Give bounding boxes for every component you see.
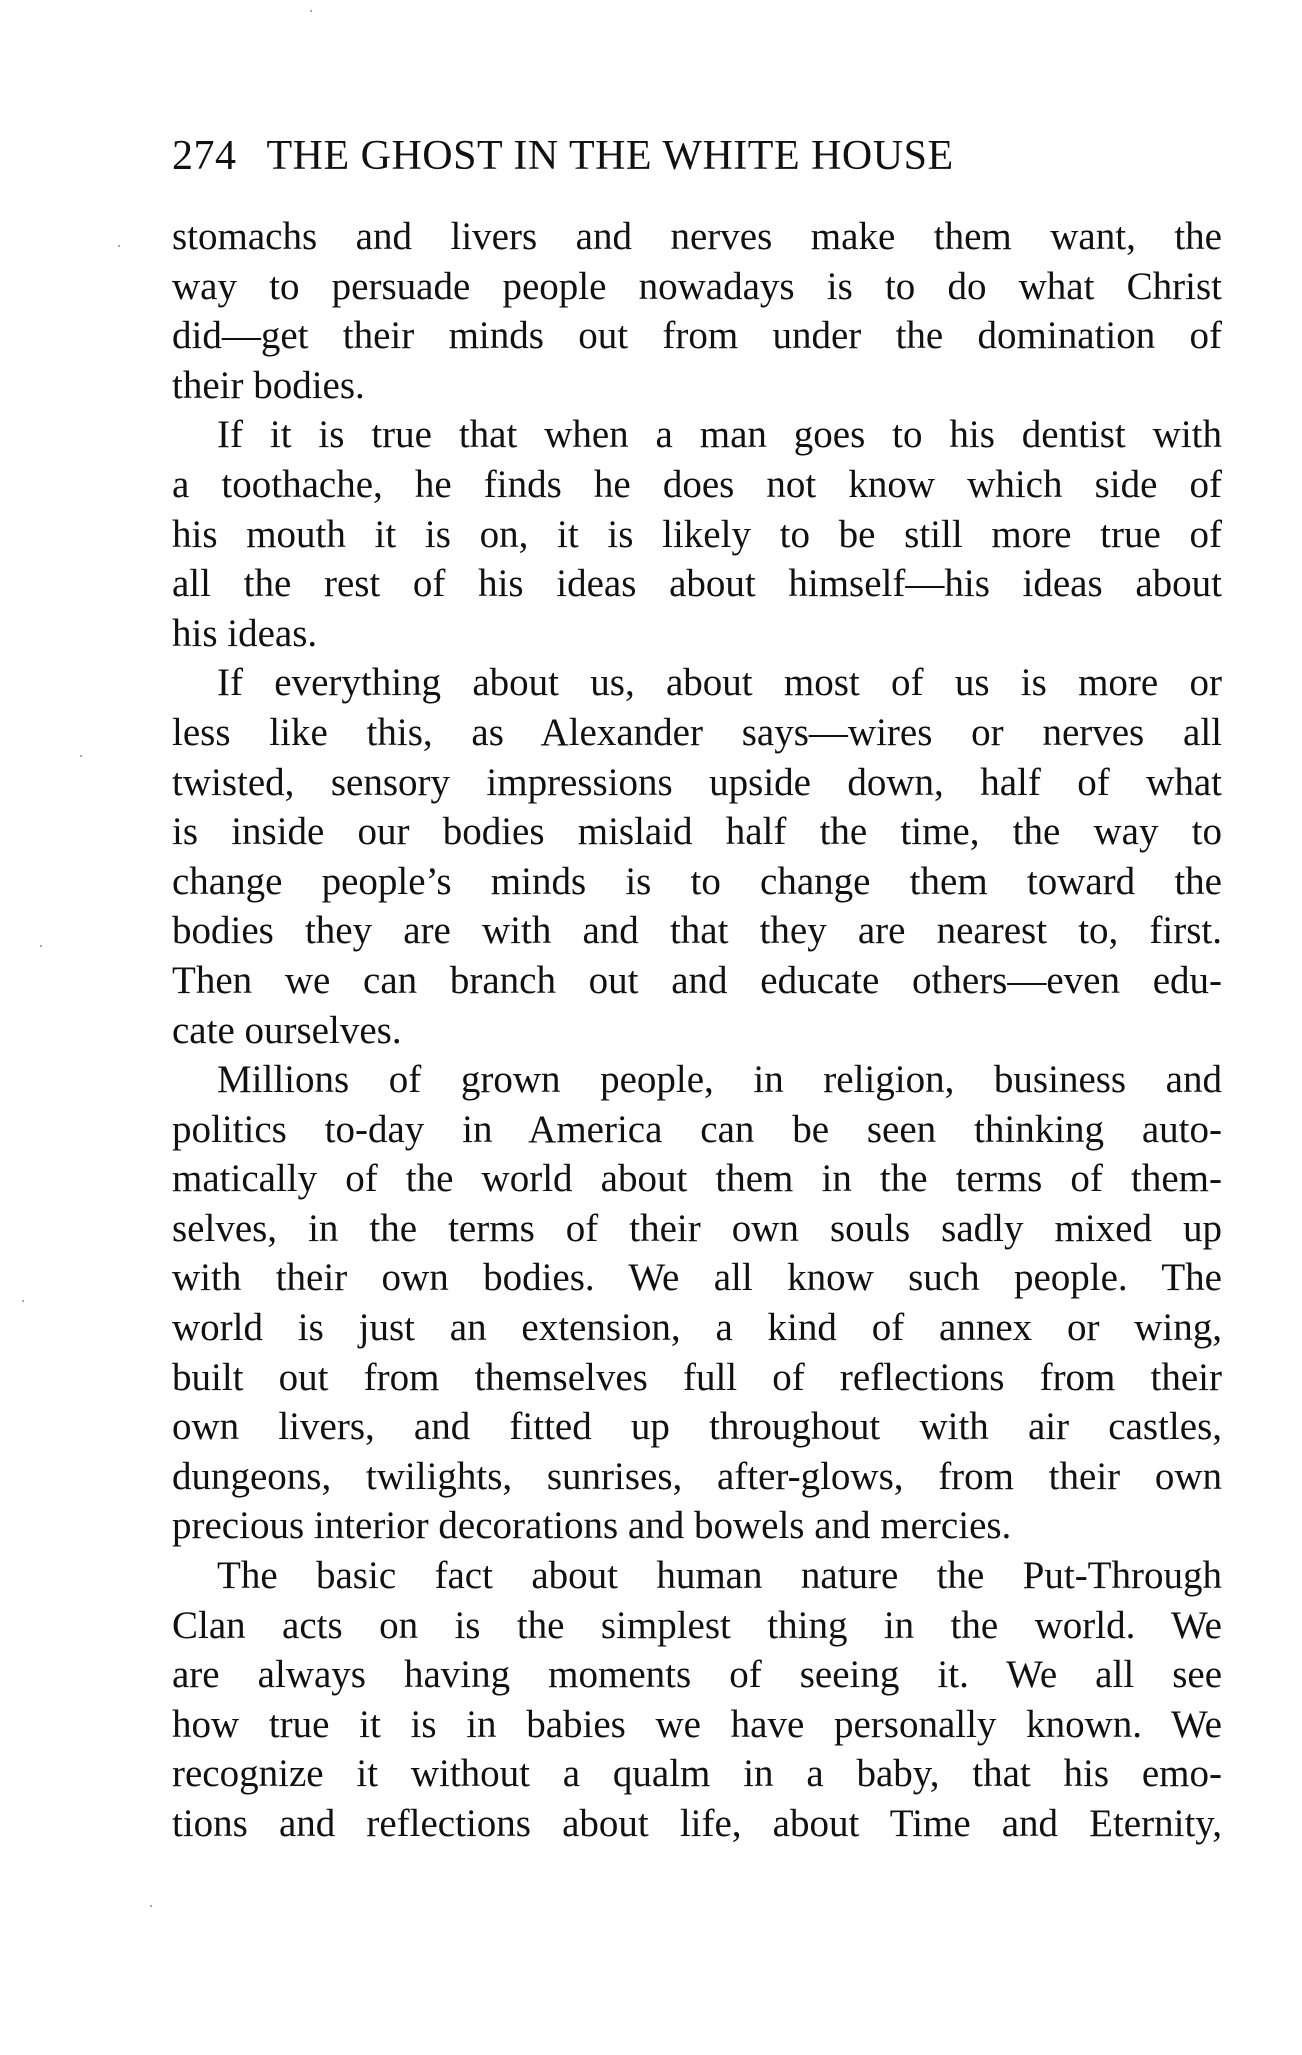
text-line: recognize it without a qualm in a baby, that his emo- xyxy=(172,1752,1222,1796)
paragraph xyxy=(172,1055,1222,1551)
paragraph xyxy=(172,1551,1222,1849)
paragraph xyxy=(172,410,1222,658)
running-header xyxy=(172,132,1112,180)
scan-speck xyxy=(150,1905,152,1907)
scan-speck xyxy=(80,755,82,757)
paragraph xyxy=(172,212,1222,410)
text-line: stomachs and livers and nerves make them want, the xyxy=(172,215,1222,258)
text-line: politics to-day in America can be seen thinking auto- xyxy=(172,1107,1222,1151)
text-line: Millions of grown people, in religion, business and xyxy=(217,1058,1222,1102)
text-line: Then we can branch out and educate others—even edu- xyxy=(172,958,1222,1002)
text-line: less like this, as Alexander says—wires or nerves all xyxy=(172,710,1222,754)
text-line: is inside our bodies mislaid half the time, the way to xyxy=(172,810,1222,854)
text-line: way to persuade people nowadays is to do what Christ xyxy=(172,264,1222,308)
page-number: 274 xyxy=(172,133,237,179)
text-line: tions and reflections about life, about Time and Eternity, xyxy=(172,1802,1222,1845)
scan-speck xyxy=(118,245,120,247)
text-line: a toothache, he finds he does not know which side of xyxy=(172,462,1222,506)
text-line: all the rest of his ideas about himself—his ideas about xyxy=(172,562,1222,606)
text-line: own livers, and fitted up throughout with air castles, xyxy=(172,1405,1222,1449)
running-title: THE GHOST IN THE WHITE HOUSE xyxy=(266,133,954,179)
text-line: If everything about us, about most of us is more or xyxy=(217,661,1222,705)
text-line: how true it is in babies we have personally known. We xyxy=(172,1702,1222,1746)
text-line: did—get their minds out from under the domination of xyxy=(172,314,1222,358)
paragraph xyxy=(172,658,1222,1055)
text-line: The basic fact about human nature the Put-Through xyxy=(217,1554,1222,1598)
text-line: precious interior decorations and bowels and mercies. xyxy=(172,1504,1012,1548)
text-line: cate ourselves. xyxy=(172,1008,402,1052)
text-line: with their own bodies. We all know such people. The xyxy=(172,1256,1222,1300)
text-line: dungeons, twilights, sunrises, after-glows, from their own xyxy=(172,1454,1222,1498)
text-line: their bodies. xyxy=(172,363,365,407)
text-line: bodies they are with and that they are nearest to, first. xyxy=(172,909,1222,953)
text-line: built out from themselves full of reflections from their xyxy=(172,1355,1222,1399)
text-line: are always having moments of seeing it. We all see xyxy=(172,1653,1222,1697)
text-line: If it is true that when a man goes to his dentist with xyxy=(217,413,1222,457)
scan-speck xyxy=(40,945,42,947)
text-line: twisted, sensory impressions upside down, half of what xyxy=(172,760,1222,804)
scan-speck xyxy=(22,1300,24,1302)
text-line: his ideas. xyxy=(172,611,318,655)
text-line: matically of the world about them in the terms of them- xyxy=(172,1157,1222,1201)
text-line: change people’s minds is to change them toward the xyxy=(172,859,1222,903)
text-line: world is just an extension, a kind of annex or wing, xyxy=(172,1306,1222,1350)
text-line: Clan acts on is the simplest thing in the world. We xyxy=(172,1603,1222,1647)
scan-speck xyxy=(310,10,312,12)
text-line: his mouth it is on, it is likely to be still more true of xyxy=(172,512,1222,556)
text-line: selves, in the terms of their own souls sadly mixed up xyxy=(172,1206,1222,1250)
body-text xyxy=(172,212,1222,1849)
